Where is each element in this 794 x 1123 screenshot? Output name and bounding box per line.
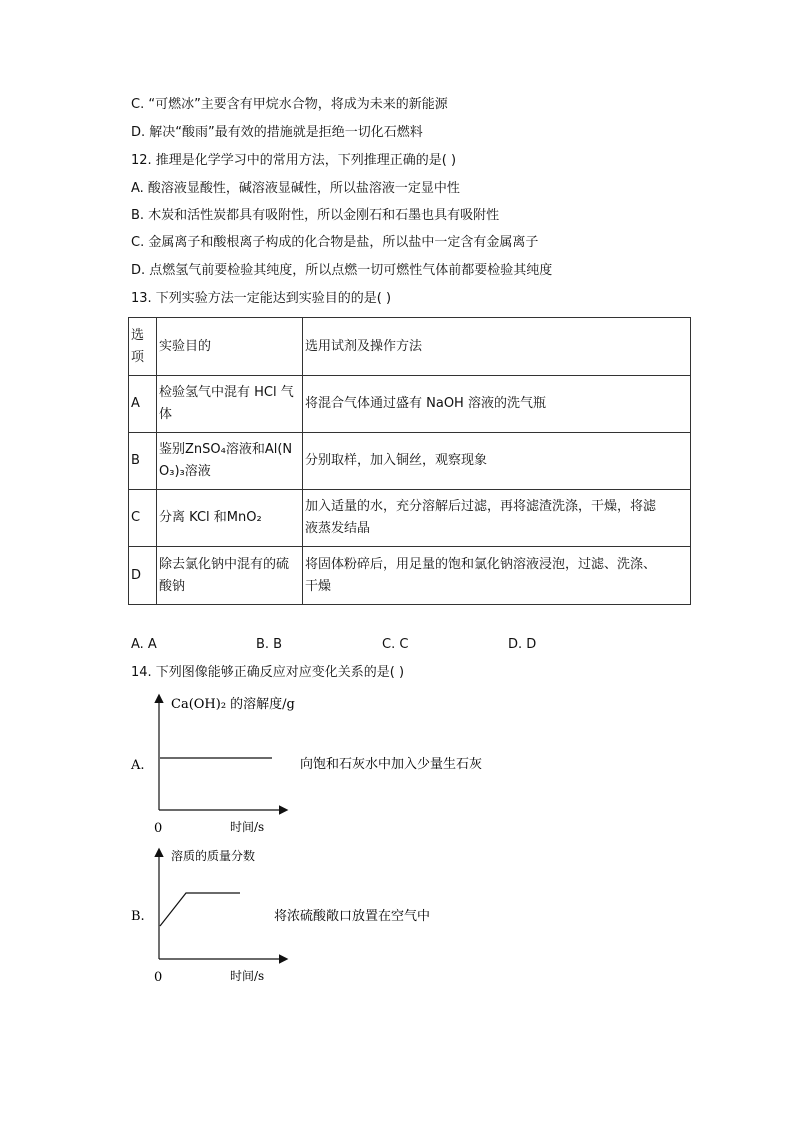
x-axis-label: 时间/s (230, 969, 265, 983)
header-option: 选 项 (129, 318, 157, 376)
row-method: 将混合气体通过盛有 NaOH 溶液的洗气瓶 (303, 376, 691, 433)
row-option: C (129, 490, 157, 547)
row-option: B (129, 433, 157, 490)
row-option: D (129, 547, 157, 605)
q12-option-d: D. 点燃氢气前要检验其纯度，所以点燃一切可燃性气体前都要检验其纯度 (131, 263, 553, 278)
row-goal: 检验氢气中混有 HCl 气 体 (157, 376, 303, 433)
q14-stem: 14. 下列图像能够正确反应对应变化关系的是( ) (131, 665, 405, 680)
answer-option-b[interactable]: B. B (256, 637, 283, 652)
graph-a (128, 688, 528, 838)
table-header-row (129, 318, 691, 376)
row-goal: 除去氯化钠中混有的硫 酸钠 (157, 547, 303, 605)
row-method: 将固体粉碎后，用足量的饱和氯化钠溶液浸泡，过滤、洗涤、 干燥 (303, 547, 691, 605)
x-axis-label: 时间/s (230, 820, 265, 834)
answer-option-c[interactable]: C. C (382, 637, 409, 652)
header-goal: 实验目的 (157, 318, 303, 376)
graph-letter: A. (131, 758, 145, 773)
q13-stem: 13. 下列实验方法一定能达到实验目的的是( ) (131, 291, 392, 306)
graph-caption: 向饱和石灰水中加入少量生石灰 (300, 757, 483, 772)
y-axis-label: 溶质的质量分数 (171, 849, 256, 863)
q12-option-c: C. 金属离子和酸根离子构成的化合物是盐，所以盐中一定含有金属离子 (131, 235, 539, 250)
table-row (129, 547, 691, 605)
row-goal: 分离 KCl 和MnO₂ (157, 490, 303, 547)
q11-option-c: C. “可燃冰”主要含有甲烷水合物，将成为未来的新能源 (131, 97, 448, 112)
graph-b (128, 842, 528, 987)
answer-option-d[interactable]: D. D (508, 637, 537, 652)
row-option: A (129, 376, 157, 433)
table-row (129, 433, 691, 490)
origin-label: 0 (154, 970, 163, 985)
header-method: 选用试剂及操作方法 (303, 318, 691, 376)
row-method: 加入适量的水，充分溶解后过滤，再将滤渣洗涤，干燥，将滤 液蒸发结晶 (303, 490, 691, 547)
origin-label: 0 (154, 821, 163, 836)
graph-letter: B. (131, 909, 145, 924)
answer-option-a[interactable]: A. A (131, 637, 157, 652)
graph-caption: 将浓硫酸敞口放置在空气中 (274, 909, 431, 924)
row-goal: 鉴别ZnSO₄溶液和Al(N O₃)₃溶液 (157, 433, 303, 490)
table-row (129, 376, 691, 433)
q12-option-a: A. 酸溶液显酸性，碱溶液显碱性，所以盐溶液一定显中性 (131, 181, 460, 196)
y-axis-label: Ca(OH)₂ 的溶解度/g (171, 697, 295, 712)
q12-option-b: B. 木炭和活性炭都具有吸附性，所以金刚石和石墨也具有吸附性 (131, 208, 500, 223)
q12-stem: 12. 推理是化学学习中的常用方法，下列推理正确的是( ) (131, 153, 457, 168)
data-line (160, 893, 240, 926)
q13-table (128, 317, 691, 605)
q11-option-d: D. 解决“酸雨”最有效的措施就是拒绝一切化石燃料 (131, 125, 423, 140)
row-method: 分别取样，加入铜丝，观察现象 (303, 433, 691, 490)
table-row (129, 490, 691, 547)
